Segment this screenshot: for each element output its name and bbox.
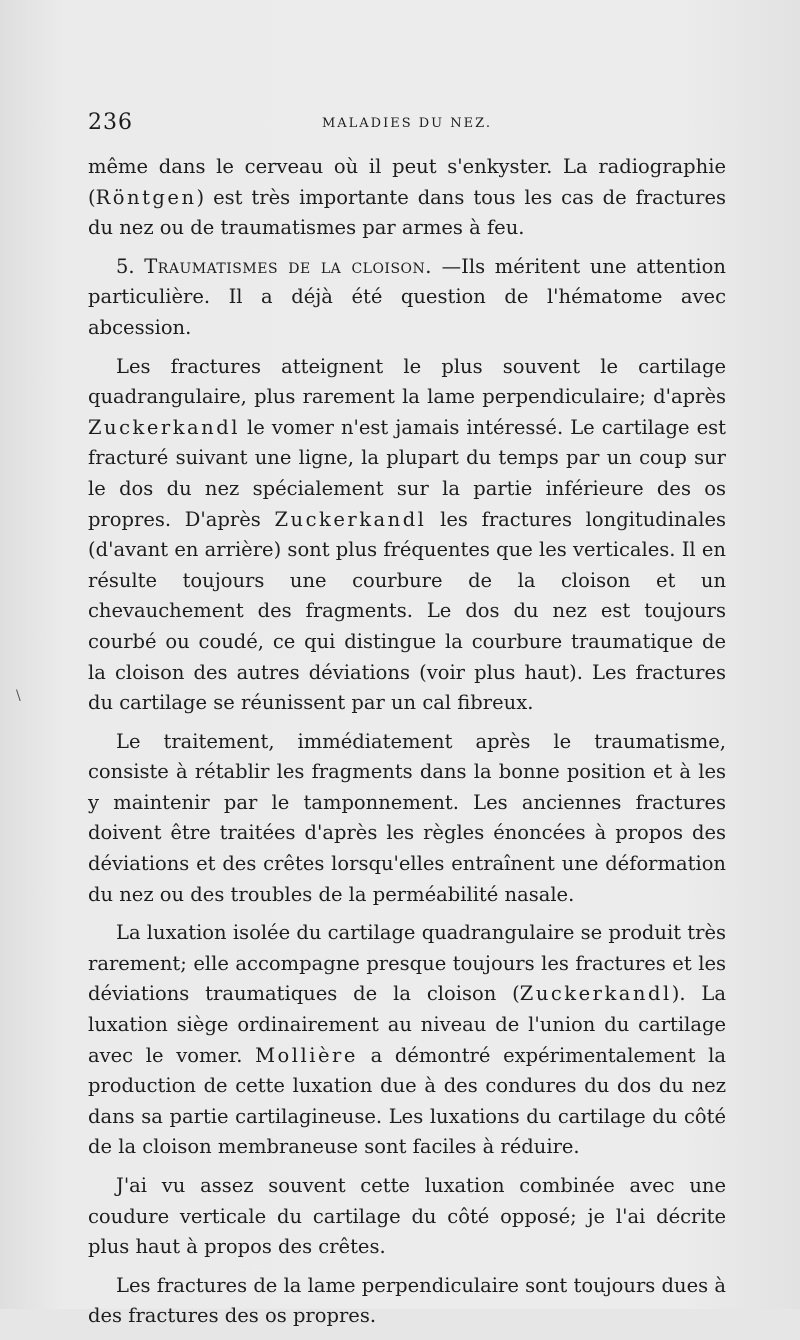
paragraph-5-text-b: ). La luxation siège ordinairement au niveau de l'union du cartilage avec le vomer. [88,982,726,1067]
paragraph-4-text: Le traitement, immédiatement après le traumatisme, consiste à rétablir les fragments dans la bonne position et à les y maintenir par le tamponnement. Les anciennes fractures doivent être traitées d'après les règles énoncées à propos des déviations et des crêtes lorsqu'elles entraînent une déformation du nez ou des troubles de la perméabilité nasale. [88,729,726,906]
paragraph-5 [88,918,726,1163]
section-title: Traumatismes de la cloison. [144,254,432,278]
paragraph-1-text-a: même dans le cerveau où il peut s'enkyster. La radiographie ( [88,155,726,209]
paragraph-5-text-c: a démontré expérimentalement la production de cette luxation due à des condures du dos du nez dans sa partie cartilagineuse. Les luxations du cartilage du côté de la cloison membraneuse sont faciles à réduire. [88,1043,727,1159]
paragraph-4 [88,727,726,911]
paragraph-1 [88,152,726,244]
author-name-zuckerkandl-1: Zuckerkandl [88,415,240,439]
paragraph-3-text-c: les fractures longitudinales (d'avant en arrière) sont plus fréquentes que les verticales. Il en résulte toujours une courbure de la cloison et un chevauchement des fragments. Le dos du nez est toujours courbé ou coudé, ce qui distingue la courbure traumatique de la cloison des autres déviations (voir plus haut). Les fractures du cartilage se réunissent par un cal fibreux. [88,507,726,715]
paragraph-7-text: Les fractures de la lame perpendiculaire sont toujours dues à des fractures des os propres. [88,1273,726,1328]
margin-mark: \ [16,688,21,704]
body-text [88,152,726,1340]
author-name-molliere: Mollière [255,1043,358,1067]
page-header [88,110,726,142]
paragraph-3-text-b: le vomer n'est jamais intéressé. Le cartilage est fracturé suivant une ligne, la plupart du temps par un coup sur le dos du nez spécialement sur la partie inférieure des os propres. D'après [88,415,726,531]
author-name-zuckerkandl-3: Zuckerkandl [519,982,672,1006]
paragraph-3-text-a: Les fractures atteignent le plus souvent le cartilage quadrangulaire, plus rarement la lame perpendiculaire; d'après [88,354,726,409]
paragraph-2-text: —Ils méritent une attention particulière. Il a déjà été question de l'hématome avec abcession. [88,254,726,339]
author-name-zuckerkandl-2: Zuckerkandl [274,507,427,531]
paragraph-7 [88,1271,726,1332]
paragraph-3 [88,352,726,719]
section-number: 5. [116,254,135,278]
page-number: 236 [88,110,133,135]
author-name-rontgen: Röntgen [95,185,197,209]
paragraph-1-text-b: ) est très importante dans tous les cas de fractures du nez ou de traumatismes par armes à feu. [88,185,726,240]
paragraph-6-text: J'ai vu assez souvent cette luxation combinée avec une coudure verticale du cartilage du côté opposé; je l'ai décrite plus haut à propos des crêtes. [88,1174,726,1259]
paragraph-6 [88,1171,726,1263]
paragraph-5-text-a: La luxation isolée du cartilage quadrangulaire se produit très rarement; elle accompagne presque toujours les fractures et les déviations traumatiques de la cloison ( [88,921,726,1006]
running-head: MALADIES DU NEZ. [321,116,493,131]
paragraph-2 [88,252,726,344]
